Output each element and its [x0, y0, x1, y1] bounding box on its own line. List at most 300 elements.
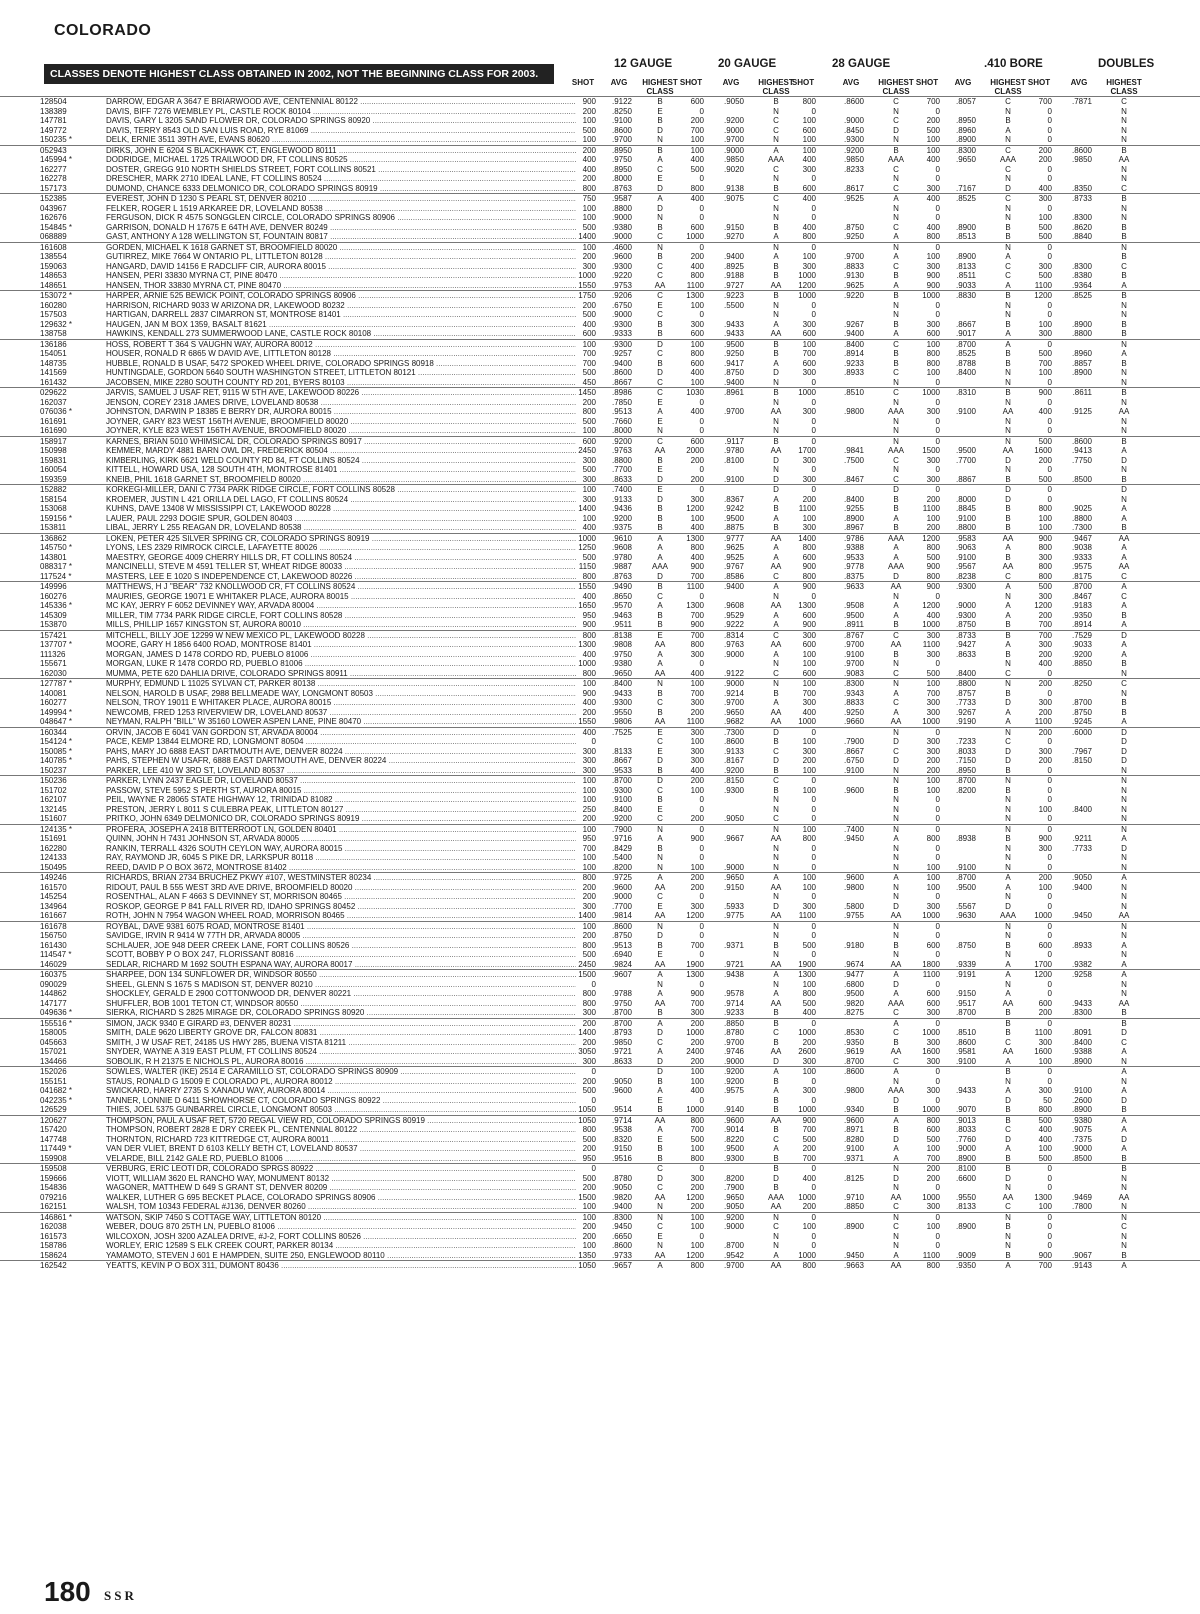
member-number: 140081: [40, 688, 67, 698]
shot-count: 2600: [798, 1047, 816, 1056]
average: .9371: [723, 940, 744, 950]
highest-class: N: [893, 1212, 899, 1222]
shot-count: 300: [582, 474, 596, 484]
table-row: [0, 204, 1200, 214]
average: .8960: [955, 125, 976, 135]
average: .9600: [843, 1115, 864, 1125]
shot-count: 700: [690, 125, 704, 135]
highest-class: A: [1121, 1144, 1127, 1153]
member-number: 148735: [40, 358, 67, 368]
highest-class: B: [1005, 1018, 1011, 1028]
highest-class: N: [1005, 795, 1011, 804]
shot-count: 100: [926, 882, 940, 892]
shot-count: 0: [935, 1183, 940, 1192]
shot-count: 300: [802, 523, 816, 532]
shooter-name-address: SIERKA, RICHARD S 2825 MIRAGE DR, COLORADO SPRINGS 80920 .....: [106, 1008, 576, 1018]
shot-count: 0: [1047, 950, 1052, 959]
highest-class: N: [1121, 1076, 1127, 1086]
table-row: [0, 980, 1200, 990]
average: .8375: [843, 571, 864, 581]
highest-class: B: [657, 513, 663, 523]
highest-class: B: [1121, 436, 1127, 446]
highest-class: N: [893, 659, 899, 668]
average: .9200: [723, 116, 744, 125]
average: .9133: [611, 494, 632, 504]
shot-count: 500: [582, 222, 596, 232]
shot-count: 0: [699, 979, 704, 989]
highest-class: C: [773, 814, 779, 823]
highest-class: AAA: [887, 155, 904, 164]
highest-class: AAA: [999, 155, 1016, 164]
highest-class: N: [773, 679, 779, 688]
subheader-shot-3: SHOT: [915, 78, 939, 87]
shot-count: 800: [582, 668, 596, 678]
average: .8800: [611, 455, 632, 465]
member-number: 136186: [40, 339, 67, 349]
average: .6600: [955, 1173, 976, 1183]
member-number: 160276: [40, 591, 67, 601]
shot-count: 200: [582, 1222, 596, 1231]
shot-count: 600: [926, 940, 940, 950]
shot-count: 500: [1038, 582, 1052, 591]
average: .9000: [955, 1144, 976, 1153]
member-number: 090029: [40, 979, 67, 989]
average: .8500: [1071, 474, 1092, 484]
average: .8250: [611, 106, 632, 116]
highest-class: C: [657, 271, 663, 280]
table-row: [0, 960, 1200, 970]
highest-class: A: [893, 329, 899, 338]
member-number: 145750 *: [40, 543, 73, 552]
shot-count: 0: [1047, 824, 1052, 834]
average: .8617: [843, 183, 864, 193]
highest-class: D: [1005, 1095, 1011, 1105]
shot-count: 1900: [686, 959, 704, 969]
average: .9433: [723, 329, 744, 338]
member-number: 137707 *: [40, 640, 73, 649]
highest-class: N: [893, 1183, 899, 1192]
highest-class: AA: [890, 717, 902, 726]
shot-count: 700: [582, 349, 596, 358]
average: .9200: [611, 814, 632, 823]
highest-class: AA: [1118, 562, 1130, 571]
table-row: [0, 747, 1200, 757]
average: .9400: [723, 377, 744, 387]
shot-count: 1050: [578, 1115, 596, 1125]
shot-count: 100: [690, 145, 704, 155]
member-number: 161570: [40, 882, 67, 892]
highest-class: C: [1005, 97, 1011, 106]
table-row: [0, 620, 1200, 630]
shot-count: 0: [591, 1164, 596, 1173]
shot-count: 700: [690, 610, 704, 620]
shot-count: 200: [802, 1037, 816, 1047]
shot-count: 1200: [1034, 970, 1052, 979]
shot-count: 0: [811, 853, 816, 862]
shooter-name-address: NELSON, TROY 19011 E WHITAKER PLACE, AURORA 80015 .....: [106, 698, 576, 708]
average: .9180: [843, 940, 864, 950]
highest-class: N: [893, 1164, 899, 1173]
highest-class: AA: [1002, 1192, 1014, 1202]
highest-class: N: [893, 1231, 899, 1241]
average: .8667: [955, 319, 976, 329]
highest-class: C: [773, 1028, 779, 1037]
highest-class: N: [1121, 494, 1127, 504]
shot-count: 200: [690, 1037, 704, 1047]
shot-count: 300: [926, 698, 940, 707]
member-number: 150085 *: [40, 746, 73, 756]
member-number: 117449 *: [40, 1144, 72, 1153]
average: .8000: [611, 426, 632, 435]
highest-class: N: [1121, 106, 1127, 116]
shot-count: 300: [926, 1086, 940, 1095]
average: .9808: [611, 640, 632, 649]
shooter-name-address: SAVIDGE, IRVIN R 9414 W 77TH DR, ARVADA 80005 .....: [106, 931, 576, 941]
table-row: [0, 310, 1200, 320]
average: .9000: [723, 145, 744, 155]
average: .7733: [1071, 843, 1092, 853]
shot-count: 0: [811, 1095, 816, 1105]
shot-count: 0: [699, 242, 704, 252]
table-row: [0, 1144, 1200, 1154]
highest-class: N: [1121, 882, 1127, 892]
shooter-name-address: REED, DAVID P O BOX 3672, MONTROSE 81402 .....: [106, 863, 576, 873]
average: .8175: [1071, 571, 1092, 581]
member-number: 136862: [40, 533, 67, 543]
shot-count: 0: [1047, 737, 1052, 746]
member-number: 157503: [40, 310, 67, 319]
shot-count: 1500: [578, 1192, 596, 1202]
shot-count: 750: [582, 194, 596, 203]
shot-count: 1650: [578, 601, 596, 610]
highest-class: A: [1005, 970, 1011, 979]
shot-count: 200: [690, 1018, 704, 1028]
highest-class: B: [773, 97, 779, 106]
highest-class: AA: [1118, 911, 1130, 920]
shot-count: 500: [802, 940, 816, 950]
highest-class: A: [773, 358, 779, 368]
gauge-header-28: 28 GAUGE: [832, 58, 891, 70]
average: .9700: [843, 640, 864, 649]
average: .9211: [1072, 834, 1092, 843]
highest-class: N: [657, 1202, 663, 1211]
shooter-name-address: PARKER, LYNN 2437 EAGLE DR, LOVELAND 80537 .....: [106, 776, 576, 786]
subheader-avg-4: AVG: [1070, 78, 1088, 87]
highest-class: N: [1121, 765, 1127, 775]
highest-class: N: [1005, 1231, 1011, 1241]
average: .8133: [955, 261, 976, 271]
shot-count: 1550: [578, 582, 596, 591]
average: .8600: [723, 737, 744, 746]
shot-count: 100: [690, 1067, 704, 1076]
highest-class: AA: [1118, 1192, 1130, 1202]
average: .8125: [843, 1173, 864, 1183]
average: .8600: [611, 125, 632, 135]
shot-count: 0: [699, 892, 704, 901]
highest-class: D: [1121, 630, 1127, 640]
shot-count: 300: [1038, 1086, 1052, 1095]
average: .9133: [723, 746, 744, 756]
shot-count: 0: [699, 416, 704, 426]
highest-class: A: [657, 552, 663, 562]
average: .9400: [1071, 882, 1092, 892]
shooter-table: [0, 96, 1200, 1271]
average: .8600: [1071, 436, 1092, 446]
average: .9469: [1071, 1192, 1092, 1202]
highest-class: B: [893, 785, 899, 795]
shot-count: 400: [926, 155, 940, 164]
shot-count: 0: [1047, 1241, 1052, 1250]
shot-count: 900: [690, 989, 704, 998]
shot-count: 900: [582, 688, 596, 698]
highest-class: C: [893, 368, 899, 377]
member-number: 141569: [40, 368, 67, 377]
shot-count: 200: [690, 814, 704, 823]
shooter-name-address: DUMOND, CHANCE 6333 DELMONICO DR, COLORADO SPRINGS 80919 .....: [106, 184, 576, 194]
highest-class: A: [773, 610, 779, 620]
average: .9477: [843, 970, 864, 979]
average: .9657: [611, 1261, 632, 1270]
highest-class: C: [657, 261, 663, 271]
highest-class: B: [773, 1164, 779, 1173]
shot-count: 1000: [686, 1028, 704, 1037]
shot-count: 0: [1047, 795, 1052, 804]
shooter-name-address: VAN DER VLIET, BRENT D 6103 KELLY BETH CT, LOVELAND 80537 .....: [106, 1144, 576, 1154]
highest-class: AA: [770, 329, 782, 338]
highest-class: D: [893, 901, 899, 911]
highest-class: A: [1005, 543, 1011, 552]
highest-class: AA: [1118, 155, 1130, 164]
shot-count: 0: [1047, 174, 1052, 183]
shooter-name-address: HAUGEN, JAN M BOX 1359, BASALT 81621 .....: [106, 320, 576, 330]
highest-class: N: [1121, 164, 1127, 174]
highest-class: D: [1121, 1095, 1127, 1105]
highest-class: B: [773, 388, 779, 397]
member-number: 161432: [40, 377, 67, 387]
highest-class: AA: [654, 911, 666, 920]
shot-count: 0: [935, 106, 940, 116]
table-row: [0, 543, 1200, 553]
shot-count: 600: [690, 358, 704, 368]
member-number: 161430: [40, 940, 67, 950]
average: .9100: [611, 116, 632, 125]
member-number: 153068: [40, 504, 67, 513]
shooter-name-address: THIES, JOEL 5375 GUNBARREL CIRCLE, LONGMONT 80503 .....: [106, 1105, 576, 1115]
highest-class: N: [1121, 1241, 1127, 1250]
shooter-name-address: WAGONER, MATTHEW D 649 S GRANT ST, DENVER 80209 .....: [106, 1183, 576, 1193]
highest-class: N: [893, 921, 899, 931]
shot-count: 0: [699, 921, 704, 931]
shooter-name-address: JOYNER, GARY 823 WEST 156TH AVENUE, BROOMFIELD 80020 .....: [106, 417, 576, 427]
highest-class: N: [773, 853, 779, 862]
table-row: [0, 659, 1200, 669]
shooter-name-address: MORGAN, JAMES D 1478 CORDO RD, PUEBLO 81006 .....: [106, 650, 576, 660]
average: .9619: [843, 1047, 864, 1056]
average: .8700: [955, 776, 976, 785]
shot-count: 0: [935, 1018, 940, 1028]
average: .9014: [723, 1125, 744, 1134]
highest-class: E: [657, 1134, 663, 1144]
average: .9450: [611, 1222, 632, 1231]
shot-count: 300: [926, 737, 940, 746]
highest-class: N: [773, 931, 779, 940]
shot-count: 300: [1038, 329, 1052, 338]
highest-class: N: [657, 921, 663, 931]
average: .8900: [955, 222, 976, 232]
highest-class: AA: [770, 280, 782, 290]
highest-class: N: [773, 591, 779, 601]
average: .8138: [611, 630, 632, 640]
member-number: 161573: [40, 1231, 67, 1241]
highest-class: AAA: [887, 533, 904, 543]
highest-class: B: [1121, 707, 1127, 717]
shooter-name-address: MAESTRY, GEORGE 4009 CHERRY HILLS DR, FT COLLINS 80524 .....: [106, 553, 576, 563]
shot-count: 1000: [922, 1028, 940, 1037]
shot-count: 0: [699, 106, 704, 116]
shot-count: 100: [802, 979, 816, 989]
table-row: [0, 145, 1200, 156]
highest-class: AA: [654, 1192, 666, 1202]
highest-class: B: [773, 1153, 779, 1163]
shooter-name-address: HAWKINS, KENDALL 273 SUMMERWOOD LANE, CASTLE ROCK 80108 .....: [106, 329, 576, 339]
shot-count: 1300: [1034, 1192, 1052, 1202]
highest-class: N: [1005, 1076, 1011, 1086]
highest-class: B: [1121, 232, 1127, 241]
highest-class: C: [657, 349, 663, 358]
shot-count: 1200: [686, 1192, 704, 1202]
member-number: 120627: [40, 1115, 67, 1125]
table-row: [0, 290, 1200, 301]
highest-class: E: [657, 416, 663, 426]
highest-class: C: [893, 1056, 899, 1066]
average: .9267: [843, 319, 864, 329]
highest-class: N: [657, 1212, 663, 1222]
member-number: 134466: [40, 1056, 67, 1066]
shooter-name-address: SMITH, J W USAF RET, 24185 US HWY 285, BUENA VISTA 81211 .....: [106, 1038, 576, 1048]
highest-class: N: [1121, 804, 1127, 814]
shooter-name-address: MC KAY, JERRY F 6052 DEVINNEY WAY, ARVADA 80004 .....: [106, 601, 576, 611]
average: .7733: [955, 698, 976, 707]
average: .9150: [723, 882, 744, 892]
highest-class: D: [1121, 746, 1127, 756]
highest-class: A: [657, 1125, 663, 1134]
shot-count: 1550: [578, 280, 596, 290]
shot-count: 1050: [578, 1105, 596, 1114]
shot-count: 800: [690, 640, 704, 649]
average: .8300: [1071, 1008, 1092, 1017]
shot-count: 3050: [578, 1047, 596, 1056]
highest-class: N: [657, 135, 663, 144]
highest-class: N: [773, 824, 779, 834]
shot-count: 1750: [578, 291, 596, 300]
shot-count: 500: [926, 125, 940, 135]
shot-count: 600: [926, 329, 940, 338]
average: .9800: [843, 407, 864, 416]
shot-count: 0: [1047, 310, 1052, 319]
average: .8200: [955, 785, 976, 795]
shot-count: 0: [935, 824, 940, 834]
highest-class: N: [1005, 824, 1011, 834]
highest-class: C: [773, 668, 779, 678]
shot-count: 1700: [798, 446, 816, 455]
shot-count: 500: [1038, 222, 1052, 232]
highest-class: A: [657, 543, 663, 552]
shot-count: 600: [802, 610, 816, 620]
highest-class: B: [1005, 1222, 1011, 1231]
highest-class: N: [1005, 776, 1011, 785]
shot-count: 300: [582, 1056, 596, 1066]
shot-count: 800: [926, 349, 940, 358]
highest-class: N: [893, 135, 899, 144]
table-row: [0, 387, 1200, 398]
highest-class: B: [773, 1008, 779, 1017]
highest-class: N: [773, 804, 779, 814]
average: .8914: [1071, 620, 1092, 629]
shot-count: 600: [802, 358, 816, 368]
average: .9009: [955, 1250, 976, 1260]
shooter-name-address: LOKEN, PETER 425 SILVER SPRING CR, COLORADO SPRINGS 80919 .....: [106, 534, 576, 544]
average: .9143: [1071, 1261, 1092, 1270]
highest-class: B: [657, 620, 663, 629]
shooter-name-address: DOSTER, GREGG 910 NORTH SHIELDS STREET, FORT COLLINS 80521 .....: [106, 165, 576, 175]
average: .7967: [1071, 746, 1092, 756]
member-number: 160344: [40, 727, 67, 737]
average: .8750: [1071, 707, 1092, 717]
table-row: [0, 349, 1200, 359]
shot-count: 700: [690, 1125, 704, 1134]
highest-class: A: [893, 707, 899, 717]
highest-class: N: [1121, 213, 1127, 222]
average: .8150: [1071, 756, 1092, 765]
shot-count: 100: [582, 862, 596, 872]
average: .9753: [611, 280, 632, 290]
highest-class: C: [1005, 261, 1011, 271]
average: .7400: [611, 485, 632, 494]
shot-count: 800: [802, 571, 816, 581]
highest-class: B: [773, 1037, 779, 1047]
highest-class: AA: [770, 1115, 782, 1125]
member-number: 156750: [40, 931, 67, 940]
shot-count: 300: [690, 698, 704, 707]
highest-class: A: [893, 552, 899, 562]
average: .8700: [723, 1241, 744, 1250]
table-row: [0, 271, 1200, 281]
shot-count: 0: [1047, 765, 1052, 775]
highest-class: A: [773, 582, 779, 591]
table-row: [0, 1096, 1200, 1106]
shot-count: 0: [935, 1067, 940, 1076]
highest-class: D: [1121, 1134, 1127, 1144]
member-number: 117524 *: [40, 571, 72, 581]
shot-count: 500: [802, 1134, 816, 1144]
average: .9436: [611, 504, 632, 513]
table-row: [0, 301, 1200, 311]
shot-count: 200: [690, 1056, 704, 1066]
highest-class: N: [893, 795, 899, 804]
average: .9433: [723, 319, 744, 329]
average: .8250: [1071, 679, 1092, 688]
highest-class: B: [657, 1144, 663, 1153]
shooter-name-address: EVEREST, JOHN D 1230 S PEARL ST, DENVER 80210 .....: [106, 194, 576, 204]
average: .9533: [611, 765, 632, 775]
average: .8933: [1071, 940, 1092, 950]
highest-class: N: [773, 659, 779, 668]
average: .8733: [1071, 194, 1092, 203]
average: .8511: [956, 271, 976, 280]
shot-count: 0: [1047, 397, 1052, 407]
average: .9000: [1071, 1144, 1092, 1153]
member-number: 159359: [40, 474, 67, 484]
